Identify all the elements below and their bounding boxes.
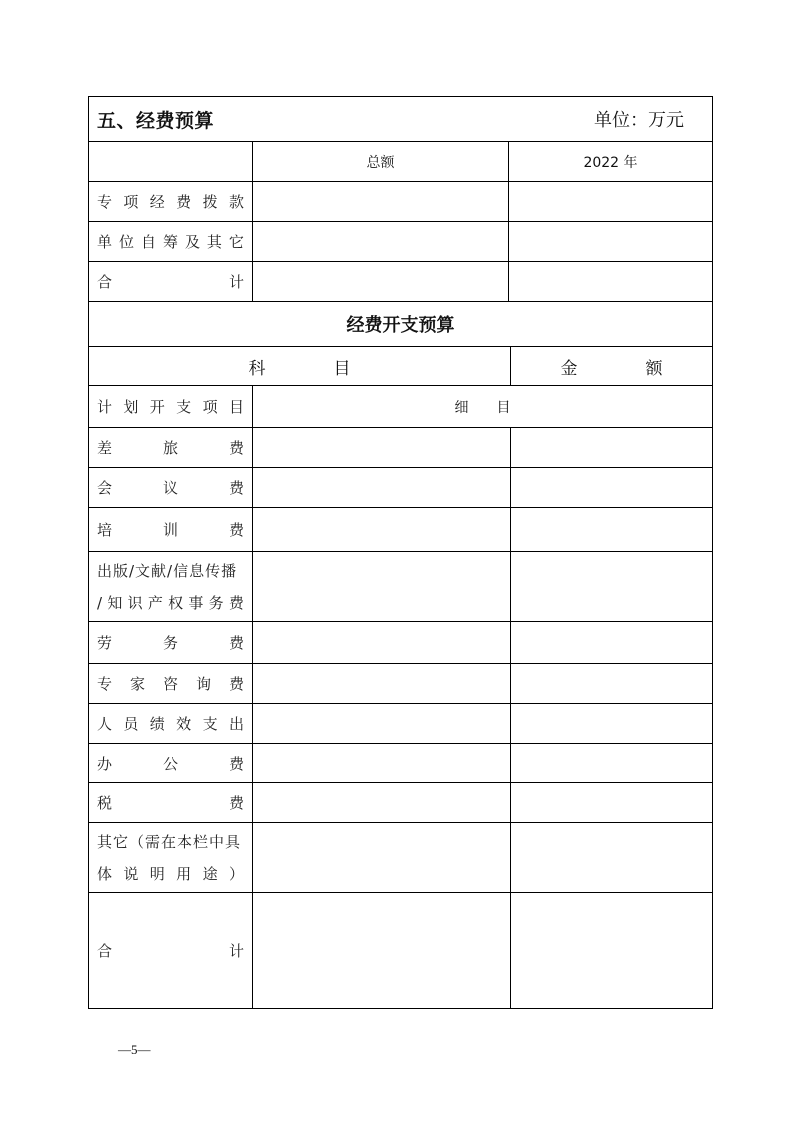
table-row [89, 262, 713, 302]
year-column-header: 2022 年 [509, 142, 713, 182]
table-row [89, 744, 713, 783]
row-label-funding-total: 合 计 [89, 262, 253, 302]
funding-header-row [89, 142, 713, 182]
training-detail-cell[interactable] [253, 508, 511, 552]
row-label-personnel-performance: 人 员 绩 效 支 出 [89, 704, 253, 744]
table-row [89, 552, 713, 622]
row-label-expert-consulting: 专 家 咨 询 费 [89, 664, 253, 704]
amount-column-header: 金 额 [511, 347, 713, 386]
funding-sum-total-cell[interactable] [253, 262, 509, 302]
row-label-conference: 会 议 费 [89, 468, 253, 508]
section-heading: 五、经费预算 [97, 109, 215, 132]
special-funding-total-cell[interactable] [253, 182, 509, 222]
plan-items-row [89, 386, 713, 428]
table-row [89, 664, 713, 704]
table-row [89, 823, 713, 893]
office-detail-cell[interactable] [253, 744, 511, 783]
page-number: —5— [118, 1042, 151, 1057]
table-row [89, 428, 713, 468]
row-label-expense-total: 合 计 [89, 893, 253, 1009]
labor-amount-cell[interactable] [511, 622, 713, 664]
row-label-travel: 差 旅 费 [89, 428, 253, 468]
special-funding-2022-cell[interactable] [509, 182, 713, 222]
row-label-tax: 税 费 [89, 783, 253, 823]
subject-column-header: 科 目 [89, 347, 511, 386]
row-label-special-funding: 专 项 经 费 拨 款 [89, 182, 253, 222]
expense-section-title-row [89, 302, 713, 347]
table-row [89, 222, 713, 262]
personnel-amount-cell[interactable] [511, 704, 713, 744]
tax-detail-cell[interactable] [253, 783, 511, 823]
row-label-publication: 出版/文献/信息传播 / 知 识 产 权 事 务 费 [89, 552, 253, 622]
personnel-detail-cell[interactable] [253, 704, 511, 744]
publication-amount-cell[interactable] [511, 552, 713, 622]
expense-header-row [89, 347, 713, 386]
expert-detail-cell[interactable] [253, 664, 511, 704]
table-row [89, 893, 713, 1009]
tax-amount-cell[interactable] [511, 783, 713, 823]
funding-header-blank [89, 142, 253, 182]
row-label-self-raised: 单 位 自 筹 及 其 它 [89, 222, 253, 262]
self-raised-total-cell[interactable] [253, 222, 509, 262]
unit-label: 单位：万元 [594, 110, 685, 131]
row-label-training: 培 训 费 [89, 508, 253, 552]
funding-sum-2022-cell[interactable] [509, 262, 713, 302]
expense-section-title: 经费开支预算 [89, 302, 713, 347]
other-detail-cell[interactable] [253, 823, 511, 893]
row-label-office: 办 公 费 [89, 744, 253, 783]
travel-detail-cell[interactable] [253, 428, 511, 468]
row-label-other: 其它（需在本栏中具 体 说 明 用 途 ） [89, 823, 253, 893]
expense-total-amount-cell[interactable] [511, 893, 713, 1009]
table-row [89, 783, 713, 823]
conference-detail-cell[interactable] [253, 468, 511, 508]
row-label-labor: 劳 务 费 [89, 622, 253, 664]
other-amount-cell[interactable] [511, 823, 713, 893]
expert-amount-cell[interactable] [511, 664, 713, 704]
detail-column-header: 细 目 [253, 386, 713, 428]
expense-total-detail-cell[interactable] [253, 893, 511, 1009]
title-row [89, 97, 713, 142]
table-row [89, 704, 713, 744]
table-row [89, 508, 713, 552]
self-raised-2022-cell[interactable] [509, 222, 713, 262]
travel-amount-cell[interactable] [511, 428, 713, 468]
table-row [89, 182, 713, 222]
budget-form [88, 96, 712, 1009]
conference-amount-cell[interactable] [511, 468, 713, 508]
table-row [89, 468, 713, 508]
training-amount-cell[interactable] [511, 508, 713, 552]
table-row [89, 622, 713, 664]
publication-detail-cell[interactable] [253, 552, 511, 622]
office-amount-cell[interactable] [511, 744, 713, 783]
plan-items-label: 计 划 开 支 项 目 [89, 386, 253, 428]
total-column-header: 总额 [253, 142, 509, 182]
labor-detail-cell[interactable] [253, 622, 511, 664]
budget-table [88, 96, 713, 1009]
